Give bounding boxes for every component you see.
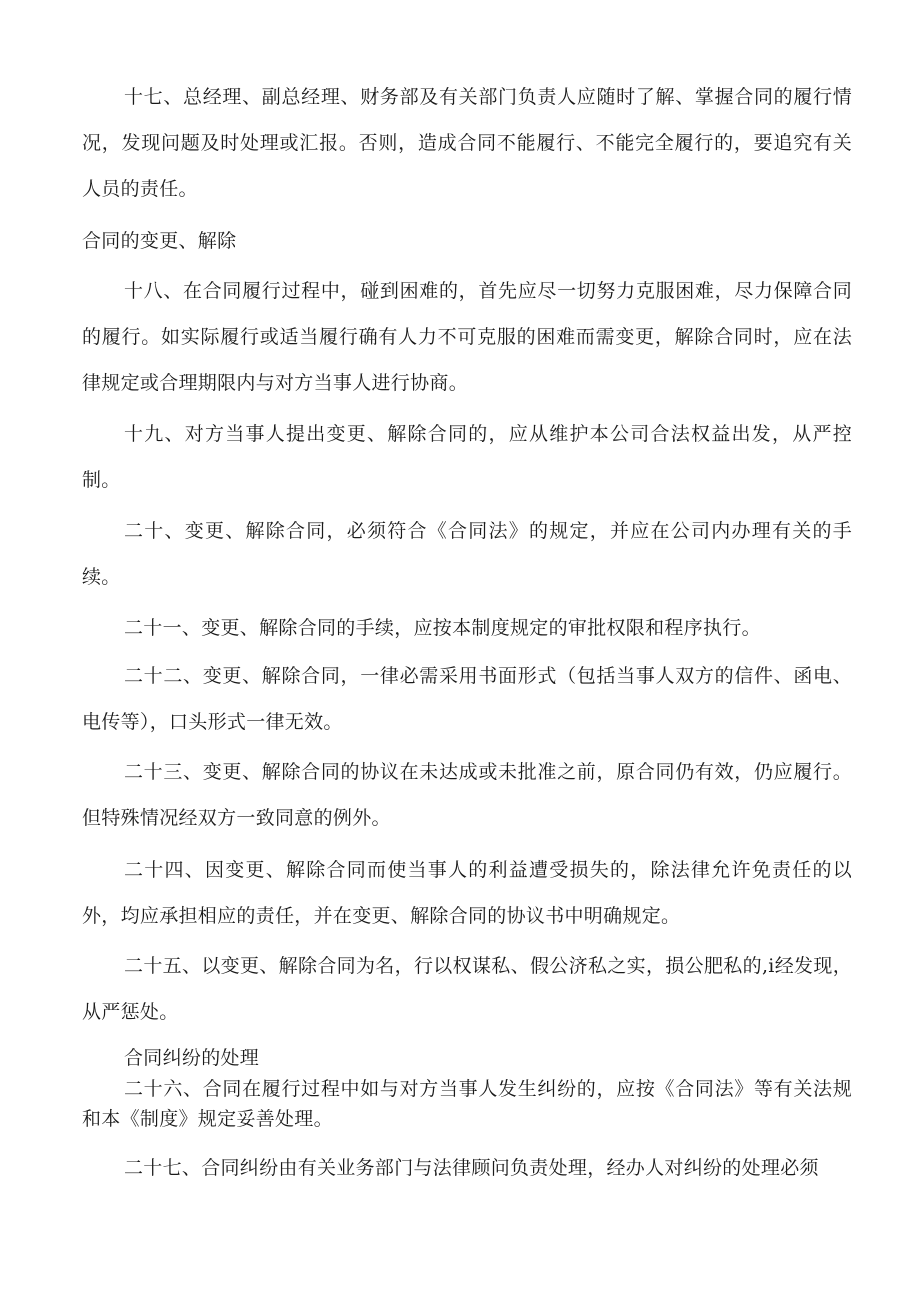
paragraph-26: 二十六、合同在履行过程中如与对方当事人发生纠纷的，应按《合同法》等有关法规和本《制度》规定妥善处理。 [82, 1078, 852, 1130]
paragraph-17: 十七、总经理、副总经理、财务部及有关部门负责人应随时了解、掌握合同的履行情况，发现问题及时处理或汇报。否则，造成合同不能履行、不能完全履行的，要追究有关人员的责任。 [82, 86, 852, 200]
paragraph-22: 二十二、变更、解除合同，一律必需采用书面形式（包括当事人双方的信件、函电、电传等），口头形式一律无效。 [82, 665, 852, 733]
paragraph-19: 十九、对方当事人提出变更、解除合同的，应从维护本公司合法权益出发，从严控制。 [82, 423, 852, 491]
paragraph-21: 二十一、变更、解除合同的手续，应按本制度规定的审批权限和程序执行。 [124, 617, 761, 639]
paragraph-27: 二十七、合同纠纷由有关业务部门与法律顾问负责处理，经办人对纠纷的处理必须 [124, 1157, 819, 1179]
section-heading-dispute: 合同纠纷的处理 [124, 1047, 260, 1069]
section-heading-change-termination: 合同的变更、解除 [82, 230, 237, 252]
paragraph-20: 二十、变更、解除合同，必须符合《合同法》的规定，并应在公司内办理有关的手续。 [82, 520, 852, 588]
paragraph-18: 十八、在合同履行过程中，碰到困难的，首先应尽一切努力克服困难，尽力保障合同的履行。如实际履行或适当履行确有人力不可克服的困难而需变更，解除合同时，应在法律规定或合理期限内与对方当事人进行协商。 [82, 280, 852, 394]
paragraph-23: 二十三、变更、解除合同的协议在未达成或未批准之前，原合同仍有效，仍应履行。但特殊情况经双方一致同意的例外。 [82, 761, 852, 829]
paragraph-25: 二十五、以变更、解除合同为名，行以权谋私、假公济私之实，损公肥私的,i经发现，从严惩处。 [82, 955, 852, 1023]
paragraph-24: 二十四、因变更、解除合同而使当事人的利益遭受损失的，除法律允许免责任的以外，均应承担相应的责任，并在变更、解除合同的协议书中明确规定。 [82, 859, 852, 927]
